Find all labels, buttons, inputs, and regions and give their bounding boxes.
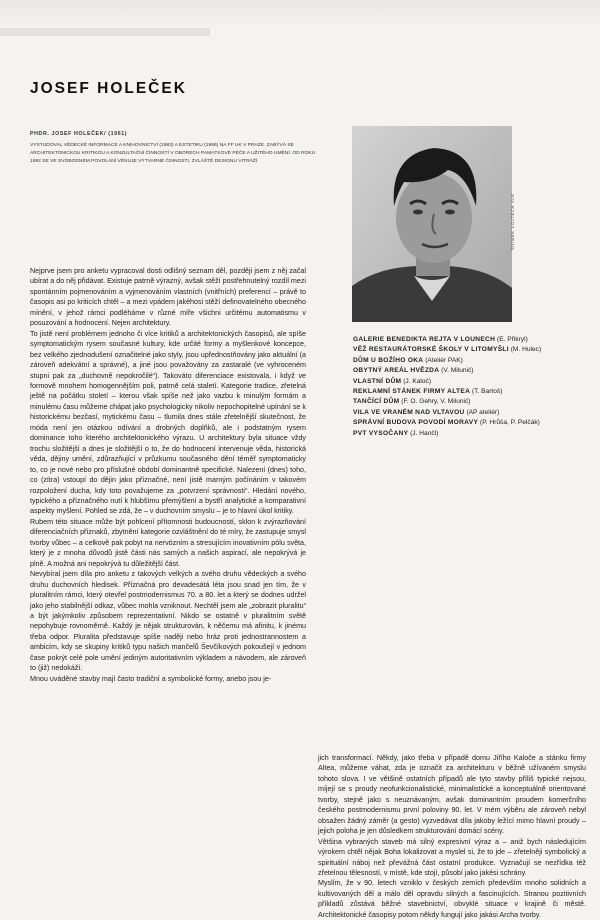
project-name: REKLAMNÍ STÁNEK FIRMY ALTEA <box>353 388 471 396</box>
list-item <box>353 408 593 418</box>
article-paragraph: Rubem této situace může být pohlcení přítomnosti budoucností, sklon k zvýrazňování diferenciačních příznaků, zbytnění kategorie ozvláštnění do té míry, že zastupuje smysl tvorby vůbec – a celkově pak pobyt na nervózním a stresujícím inovativním pólu světa, který je z mnoha důvodů jistě části nás samých a našich aspirací, ale nepokrývá je plně. A možná ani nepokrývá tu důležitější část. <box>30 517 306 568</box>
photo-credit: SNÍMEK VOJTĚCH VLK <box>510 193 515 250</box>
project-name: SPRÁVNÍ BUDOVA POVODÍ MORAVY <box>353 419 479 427</box>
list-item <box>353 377 593 387</box>
project-author: (J. Hančl) <box>410 429 439 437</box>
project-author: (E. Přikryl) <box>497 336 528 343</box>
project-author: (M. Hulec) <box>510 346 542 354</box>
project-name: VLASTNÍ DŮM <box>353 377 402 385</box>
project-author: (P. Hrůša, P. Pelčák) <box>480 419 540 427</box>
section-tab-shadow <box>0 28 210 36</box>
article-paragraph: jich transformací. Někdy, jako třeba v případě domu Jiřího Kaloče a stánku firmy Altea, můžeme váhat, zda je označit za architekturu v běžně užívaném smyslu tohoto slova. I ve většině ostatních případů ale tyto stavby příliš typické nejsou, míjejí se s proudy neofunkcionalistické, minimalistické a konceptuálně orientované tvorby, stejně jako s neuznávaným, avšak dominantním proudem komerčního českého postmodernismu první poloviny 90. let. V mém výběru ale zároveň nebyl obsažen žádný záměr (a gesto) vyzvedávat díla jakoby ležící mimo hlavní proudy – jejich poloha je jen důsledkem strukturování domácí scény. <box>318 754 586 836</box>
project-name: OBYTNÝ AREÁL HVĚZDA <box>353 367 440 375</box>
article-paragraph: Nejprve jsem pro anketu vypracoval dosti odlišný seznam děl, později jsem z něj začal ubírat a do něj přidávat. Existuje patrně výrazný, avšak stěží postřehnutelný rozdíl mezi spontánním pojmenováním a vyjmenováním vlastních (vnitřních) preferencí – právě to časopis asi po kriticích chtěl – a mezi vpádem jakéhosi stěží definovatelného obecného mínění, v jehož rámci podléháme v různé míře všichni určitému automatismu v posuzování a hodnocení. Nejen architektury. <box>30 267 306 328</box>
project-author: (F. O. Gehry, V. Milunić) <box>401 398 471 406</box>
article-column-right <box>318 753 586 920</box>
author-bio <box>30 130 320 166</box>
article-paragraph: Myslím, že v 90. letech vzniklo v českých zemích především mnoho solidních a kultivovaných děl a málo děl opravdu silných a fascinujících. Stranou pozitivních příkladů zůstává běžné stavebnictví, obvyklé situace v krajině či městě. Architektonické časopisy potom někdy fungují jako jakási Archa tvorby. <box>318 879 586 919</box>
page-title: JOSEF HOLEČEK <box>30 80 187 97</box>
project-name: PVT VYSOČANY <box>353 429 409 437</box>
article-paragraph: Mnou uváděné stavby mají často tradiční a symbolické formy, anebo jsou je- <box>30 674 272 683</box>
list-item <box>353 387 593 397</box>
project-name: VILA VE VRANÉM NAD VLTAVOU <box>353 408 465 416</box>
project-author: (T. Bartoš) <box>471 388 503 396</box>
project-author: (J. Kaloč) <box>403 377 432 385</box>
list-item <box>353 418 593 428</box>
author-portrait-photo <box>352 126 512 322</box>
project-name: TANČÍCÍ DŮM <box>353 398 400 406</box>
article-column-left <box>30 266 306 684</box>
project-name: GALERIE BENEDIKTA REJTA V LOUNECH <box>353 336 496 343</box>
bio-year: (1961) <box>108 131 128 137</box>
bio-heading <box>30 130 320 138</box>
list-item <box>353 335 593 345</box>
bio-name: PHDR. JOSEF HOLEČEK/ <box>30 131 107 137</box>
project-name: VĚŽ RESTAURÁTORSKÉ ŠKOLY V LITOMYŠLI <box>353 346 509 354</box>
list-item <box>353 429 593 439</box>
article-paragraph: Většina vybraných staveb má silný expresivní výraz a – aniž bych následujícím výrokem chtěl nějak Boha lokalizovat a myslel si, že to jde – zřetelněji symbolický a spirituální náboj než převážná část ostatní produkce. Vyznačují se nezřídka též zřetelnou tělesností, v místě, kde stojí, působí jako jakési schrány. <box>318 837 586 877</box>
list-item <box>353 366 593 376</box>
portrait-illustration <box>352 126 512 322</box>
list-item <box>353 356 593 366</box>
list-item <box>353 397 593 407</box>
project-list <box>353 335 593 439</box>
article-paragraph: Nevybíral jsem díla pro anketu z takových velkých a svého druhu vědeckých a svého druhu duchovních hledisek. Příznačná pro devadesátá léta jsou snad jen tím, že v pluralitním rámci, který otevřel postmodernismus 70. a 80. let a který se dodnes udržel jako jeho stabilnější odkaz, vůbec mohla vzniknout. Nechtěl jsem ale „zobrazit pluralitu“ a být jakýmkoliv způsobem reprezentativní. Nikdo se ostatně v pluralitním světě nepohybuje rovnoměrně. Každý je nějak strukturován, k něčemu má afinitu, k jinému třeba odpor. Pluralita představuje spíše naději nebo hráz proti jednostrannostem a ambicím, kdy se skupiny kritiků typu našich mančelů Ševčíkových pokoušejí v jednom čase pokrýt celé pole umění jediným autoritativním výkladem a návodem, ale zároveň to (již) nedokáží. <box>30 570 306 673</box>
list-item <box>353 345 593 355</box>
project-name: DŮM U BOŽÍHO OKA <box>353 356 424 364</box>
project-author: (V. Milunić) <box>441 367 474 375</box>
page-header-band <box>0 0 600 28</box>
project-author: (Ateliér PAK) <box>425 356 463 364</box>
bio-text: VYSTUDOVAL VĚDECKÉ INFORMACE A KNIHOVNICTVÍ (1983) A ESTETIKU (1986) NA FF UK V PRAZE. ZABÝVÁ SE ARCHITEKTONICKOU KRITIKOU A KONZULTAČNÍ ČINNOSTÍ V OBORECH PAMÁTKOVÉ PÉČE A UŽITÉHO UMĚNÍ. OD ROKU 1992 SE VE SVOBODNÉM POVOLÁNÍ VĚNUJE VÝTVARNÉ ČINNOSTI, ZVLÁŠTĚ DESIGNU VITRÁŽÍ. <box>30 143 316 164</box>
article-paragraph: To jistě není problémem jednoho či více kritiků a architektonických časopisů, ale spíše symptomatickým rysem současné kultury, kde určité formy a myšlenkové koncepce, bez velkého zjednodušení označitelné jako styly, jsou upřednostňovány jako aktuální (a zároveň adekvátní a správné), a jiné jsou považovány za zastaralé (ve vyhroceném stupni pak za „duchovně nepokročilé“). Takováto diferenciace existovala, i když ve formově mnohem homogennějším poli, patrně celá staletí. Kategorie tradice, zřetelná ještě na počátku století – kterou však spíše než jako vazbu k minulým formám a minulému času můžeme chápat jako psychologicky nikoliv nepochopitelné upínání se k historickému bezčasí, mytickému času – tlumila dnes stále zřetelnější skutečnost, že móda není jen otázkou odívání a drobných doplňků, ale i podstatným rysem dominance toho kterého architektonického výrazu. U architektury byla situace vždy trochu složitější a dnes je složitější o to, že do hodnocení intervenuje věda, historická věda, dějiny umění, zdůrazňující v průzkumu současného dění téměř symptomaticky to, co je nové nebo pro příslušné období dominantně specifické. Nalezení (dnes) toho, co (zítra) vstoupí do dějin jako příznačné, není jistě marným počínáním v takovém rozpoložení ducha, kdy toto považujeme za „potvrzení správnosti“. Hledání nového, typického a příznačného nutí k hlubšímu přemýšlení a bystří analytické a komparativní aspekty myšlení. Pohled se zdá, že – v duchovním smyslu – je to hlavní úkol kritiky. <box>30 329 306 516</box>
project-author: (AP ateliér) <box>466 408 500 416</box>
